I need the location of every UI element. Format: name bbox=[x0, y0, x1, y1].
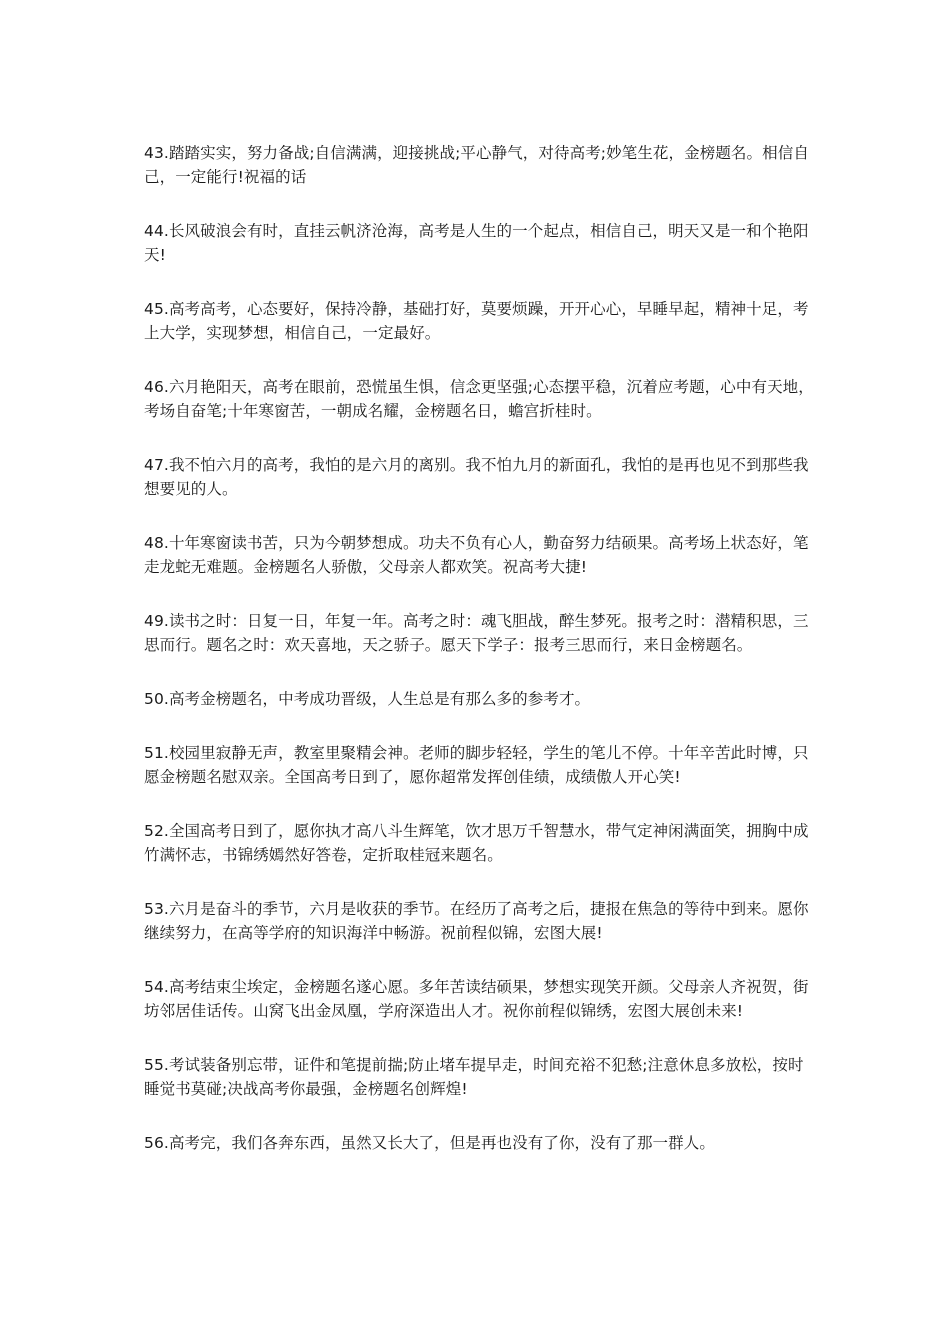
paragraph-48: 48.十年寒窗读书苦，只为今朝梦想成。功夫不负有心人，勤奋努力结硕果。高考场上状态好，笔走龙蛇无难题。金榜题名人骄傲，父母亲人都欢笑。祝高考大捷! bbox=[144, 534, 809, 576]
paragraph-54: 54.高考结束尘埃定，金榜题名遂心愿。多年苦读结硕果，梦想实现笑开颜。父母亲人齐祝贺，街坊邻居佳话传。山窝飞出金凤凰，学府深造出人才。祝你前程似锦绣，宏图大展创未来! bbox=[144, 978, 809, 1020]
paragraph-47: 47.我不怕六月的高考，我怕的是六月的离别。我不怕九月的新面孔，我怕的是再也见不到那些我想要见的人。 bbox=[144, 456, 809, 498]
paragraph-49: 49.读书之时：日复一日，年复一年。高考之时：魂飞胆战，醉生梦死。报考之时：潜精积思，三思而行。题名之时：欢天喜地，天之骄子。愿天下学子：报考三思而行，来日金榜题名。 bbox=[144, 612, 809, 654]
paragraph-51: 51.校园里寂静无声，教室里聚精会神。老师的脚步轻轻，学生的笔儿不停。十年辛苦此时博，只愿金榜题名慰双亲。全国高考日到了，愿你超常发挥创佳绩，成绩傲人开心笑! bbox=[144, 744, 809, 786]
paragraph-43: 43.踏踏实实，努力备战;自信满满，迎接挑战;平心静气，对待高考;妙笔生花，金榜题名。相信自己，一定能行!祝福的话 bbox=[144, 144, 809, 186]
paragraph-55: 55.考试装备别忘带，证件和笔提前揣;防止堵车提早走，时间充裕不犯愁;注意休息多放松，按时睡觉书莫碰;决战高考你最强，金榜题名创辉煌! bbox=[144, 1056, 804, 1098]
document-body bbox=[144, 141, 814, 1185]
paragraph-50: 50.高考金榜题名，中考成功晋级，人生总是有那么多的参考才。 bbox=[144, 690, 591, 708]
paragraph-56: 56.高考完，我们各奔东西，虽然又长大了，但是再也没有了你，没有了那一群人。 bbox=[144, 1134, 715, 1152]
paragraph-46: 46.六月艳阳天，高考在眼前，恐慌虽生惧，信念更坚强;心态摆平稳，沉着应考题，心中有天地，考场自奋笔;十年寒窗苦，一朝成名耀，金榜题名日，蟾宫折桂时。 bbox=[144, 378, 814, 420]
paragraph-44: 44.长风破浪会有时，直挂云帆济沧海，高考是人生的一个起点，相信自己，明天又是一和个艳阳天! bbox=[144, 222, 809, 264]
paragraph-52: 52.全国高考日到了，愿你执才高八斗生辉笔，饮才思万千智慧水，带气定神闲满面笑，拥胸中成竹满怀志，书锦绣嫣然好答卷，定折取桂冠来题名。 bbox=[144, 822, 809, 864]
paragraph-53: 53.六月是奋斗的季节，六月是收获的季节。在经历了高考之后，捷报在焦急的等待中到来。愿你继续努力，在高等学府的知识海洋中畅游。祝前程似锦，宏图大展! bbox=[144, 900, 809, 942]
paragraph-45: 45.高考高考，心态要好，保持冷静，基础打好，莫要烦躁，开开心心，早睡早起，精神十足，考上大学，实现梦想，相信自己，一定最好。 bbox=[144, 300, 809, 342]
